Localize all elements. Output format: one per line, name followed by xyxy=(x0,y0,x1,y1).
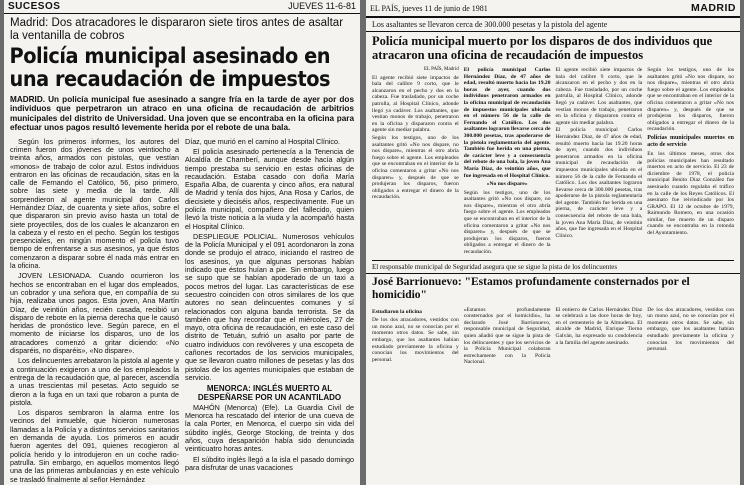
paragraph: Los disparos sembraron la alarma entre los vecinos del inmueble, que hicieron numerosas llamadas a la Policía y a distintos servicios sanitarios en demanda de ayuda. Los primeros en acudir fueron agentes del 091, quienes recogieron al policía herido y lo introdujeron en un coche radio-patrulla. Sin embargo, en aquellos momentos llegó una de las primeras ambulancias y en este vehículo se trasladó finalmente al señor Hernández xyxy=(10,408,179,484)
article-column-2 xyxy=(185,138,354,485)
headline: Policía municipal asesinado en una recaudación de impuestos xyxy=(9,44,331,91)
paragraph: El policía municipal Carlos Hernández Díaz, de 47 años de edad, resultó muerto hacia las 19.20 horas de ayer, cuando dos individuos penetraron armados en la oficina municipal de recaudación de impuestos municipales ubicada en el número 56 de la calle de Fernando el Católico. Los dos asaltantes lograron llevarse cerca de 300.000 pesetas, tras apoderarse de la pistola reglamentaria del agente. También fue herida en una pierna, de carácter leve y a consecuencia del rebote de una bala, la joven Ana María Díaz, de veintiún años, que fue ingresada en el Hospital Clínico. xyxy=(555,127,643,239)
paragraph: Según los primeros informes, los autores del crimen fueron dos jóvenes de unos veintiocho a treinta años, armados con pistolas, que vestían «monos» de trabajo de color azul. Estos individuos entraron en las oficinas de recaudación, sitas en la calle de Fernando el Católico, 56, piso primero, sobre las siete y media de la tarde. Allí sorprendieron al agente municipal don Carlos Hernández Díaz, de cuarenta y siete años, sobre el que dispararon sin previo aviso hasta un total de siete proyectiles, dos de los cuales le alcanzaron en la cabeza y el resto en el pecho. Según los testigos presenciales, en ningún momento el policía tuvo tiempo de enfrentarse a sus asesinos, ya que éstos comenzaron a disparar sobre él nada más entrar en la oficina. xyxy=(10,136,179,271)
paragraph: DESPLIEGUE POLICIAL. Numerosos vehículos de la Policía Municipal y el 091 acordonaron la zona donde se produjo el atraco, iniciando el rastreo de los asesinos, ya que algunas personas habían indicado que éstos huían a pie. Sin embargo, luego se supo que se habían apoderado de un taxi a pocos metros del lugar. Las características de ese secuestro coinciden con otros similares de los que autores no sean delincuentes comunes y sí relacionados con alguna banda terrorista. Se da también que hay recordar que el miércoles, 27 de mayo, otra oficina de recaudación, en este caso del distrito de Tetuán, sufrió un asalto por parte de cuatro individuos con revólveres y una escopeta de cañones recortados de los servicios municipales, que se llevaron cuatro millones de pesetas y las dos pistolas de los agentes municipales que estaban de servicio. xyxy=(185,231,354,382)
subheadline: Estudiaron la oficina xyxy=(372,308,422,315)
second-column-3 xyxy=(556,307,643,367)
article-columns xyxy=(366,67,740,257)
second-column-1 xyxy=(372,307,459,367)
paragraph: Según los testigos, uno de los asaltantes gritó «No nos dispare, no nos dispare», mientras el otro abría fuego sobre el agente. Los empleados que se encontraban en el interior de la oficina comentaron a gritar «No nos disparen» y, después de que se produjeran los disparos, fueron obligados a entregar el dinero de la recaudación. xyxy=(463,189,551,256)
kicker: Madrid: Dos atracadores le dispararon siete tiros antes de asaltar la ventanilla de cobros xyxy=(10,17,344,42)
second-column-4 xyxy=(647,307,734,367)
second-headline: José Barrionuevo: "Estamos profundamente consternados por el homicidio" xyxy=(372,275,690,301)
paragraph: Según los testigos, uno de los asaltantes gritó «No nos dispare, no nos dispare», mientras el otro abría fuego sobre el agente. Los empleados que se encontraban en el interior de la oficina comentaron a gritar «No nos disparen» y, después de que se produjeran los disparos, fueron obligados a entregar el dinero de la recaudación. xyxy=(647,67,734,133)
paragraph: El entierro de Carlos Hernández Díaz se celebrará a las doce horas de hoy, en el cementerio de la Almudena. El alcalde de Madrid, Enrique Tierno Galván, ha expresado su condolencia a la familia del agente asesinado. xyxy=(555,306,643,346)
paragraph: El policía asesinado pertenecía a la Tenencia de Alcaldía de Chamberí, aunque desde hacía algún tiempo prestaba su servicio en estas oficinas de recaudación. Estaba casado con doña María España Alba, de cuarenta y cinco años, era natural de Madrid y tenía dos hijos, Ana Rosa y Carlos, de diecisiete y dieciséis años, respectivamente. Fue un policía municipal, compañero del fallecido, quien llevó la triste noticia a la viuda y la acompañó hasta el Hospital Clínico. xyxy=(185,146,354,231)
left-header xyxy=(4,0,360,14)
second-kicker: El responsable municipal de Seguridad asegura que se sigue la pista de los delincuentes xyxy=(366,261,740,274)
byline: EL PAÍS, Madrid xyxy=(423,67,459,72)
paragraph: De los dos atracadores, vestidos con un mono azul, no se conocían por el momento otros datos. Se sabe, sin embargo, que los asaltantes habían estudiado previamente la oficina y conocían los movimientos del personal. xyxy=(372,317,459,363)
subheadline: «No nos dispare» xyxy=(486,181,528,188)
article-columns xyxy=(4,138,360,485)
sidebar-column xyxy=(647,67,734,257)
article-column-2 xyxy=(464,67,551,257)
second-column-2 xyxy=(464,307,551,367)
paper-date: EL PAÍS, jueves 11 de junio de 1981 xyxy=(370,4,488,13)
kicker: Los asaltantes se llevaron cerca de 300.000 pesetas y la pistola del agente xyxy=(366,18,740,32)
paragraph: De los dos atracadores, vestidos con un mono azul, no se conocían por el momento otros datos. Se sabe, sin embargo, que los asaltantes habían estudiado previamente la oficina y conocían los movimientos del personal. xyxy=(647,306,734,353)
section-name: SUCESOS xyxy=(8,1,61,12)
second-article-columns xyxy=(366,307,740,367)
paragraph: El agente recibió siete impactos de bala del calibre 9 corto, que le alcanzaron en el pecho y dos en la cabeza. Fue trasladado, por un coche patrulla, al Hospital Clínico, adonde llegó ya cadáver. Los asaltantes, que vestían monos de trabajo, penetraron en la oficina y dispararon contra el agente sin mediar palabra. xyxy=(372,74,459,134)
paragraph: «Estamos profundamente consternados por el homicidio», ha declarado José Barrionuevo, responsable municipal de Seguridad, quien añadió que se sigue la pista de los delincuentes y que los servicios de la Policía Municipal colaboran estrechamente con la Policía Nacional. xyxy=(463,306,551,366)
issue-date: JUEVES 11-6-81 xyxy=(288,1,356,11)
sidebar-title: Policías municipales muertos en acto de servicio xyxy=(647,134,734,148)
headline: Policía municipal muerto por los disparos de dos individuos que atracaron una oficina de recaudación de impuestos xyxy=(372,34,713,62)
lead-paragraph: MADRID. Un policía municipal fue asesinado a sangre fría en la tarde de ayer por dos individuos que perpetraron un atraco en una oficina de recaudación de arbitrios municipales del distrito de Universidad. Una joven que se encontraba en la oficina para efectuar unos pagos resultó levemente herida por el rebote de una bala. xyxy=(10,95,354,133)
paragraph: Díaz, que murió en el camino al Hospital Clínico. xyxy=(185,136,341,146)
paragraph: Los delincuentes arrebataron la pistola al agente y a continuación exigieron a uno de los empleados la entrega de la recaudación que, al parecer, ascendía a unas trescientas mil pesetas. Acto seguido se dieron a la fuga en un taxi que robaron a punta de pistola. xyxy=(10,356,179,407)
paragraph: Según los testigos, uno de los asaltantes gritó «No nos dispare, no nos dispare», mientras el otro abría fuego sobre el agente. Los empleados que se encontraban en el interior de la oficina comentaron a gritar «No nos disparen» y, después de que se produjeran los disparos, fueron obligados a entregar el dinero de la recaudación. xyxy=(372,134,459,201)
article-column-1 xyxy=(372,67,459,257)
paragraph: JOVEN LESIONADA. Cuando ocurrieron los hechos se encontraban en el lugar dos empleados, un cobrador y una señora que, en compañía de su hija, realizaba unos pagos. Esta joven, Ana Martín Díaz, de veintiún años, recién casada, recibió un disparo de rebote en la pierna derecha que le causó heridas de pronóstico leve. Según parece, en el momento de iniciarse los disparos, uno de los atracadores comenzó a gritar diciendo: «No disparéis, no disparéis», «No dispare». xyxy=(10,271,179,356)
right-clipping xyxy=(366,0,740,485)
paragraph: El súbdito inglés llegó a la isla el pasado domingo para disfrutar de unas vacaciones xyxy=(185,454,354,472)
article-column-3 xyxy=(556,67,643,257)
subheadline: MENORCA: INGLÉS MUERTO AL DESPEÑARSE POR UN ACANTILADO xyxy=(197,384,342,402)
article-column-1 xyxy=(10,138,179,485)
paragraph: El agente recibió siete impactos de bala del calibre 9 corto, que le alcanzaron en el pecho y dos en la cabeza. Fue trasladado, por un coche patrulla, al Hospital Clínico, adonde llegó ya cadáver. Los asaltantes, que vestían monos de trabajo, penetraron en la oficina y dispararon contra el agente sin mediar palabra. xyxy=(555,67,643,126)
paragraph: MAHÓN (Menorca) (Efe). La Guardia Civil de Menorca ha rescatado del interior de una cueva de la cala Porter, en Menorca, el cuerpo sin vida del súbdito inglés, George Stocking, de treinta y dos años, cuya desaparición había sido denunciada veinticuatro horas antes. xyxy=(185,402,354,454)
lead-paragraph: El policía municipal Carlos Hernández Díaz, de 47 años de edad, resultó muerto hacia las 19.20 horas de ayer, cuando dos individuos penetraron armados en la oficina municipal de recaudación de impuestos municipales ubicada en el número 56 de la calle de Fernando el Católico. Los dos asaltantes lograron llevarse cerca de 300.000 pesetas, tras apoderarse de la pistola reglamentaria del agente. También fue herida en una pierna, de carácter leve y a consecuencia del rebote de una bala, la joven Ana María Díaz, de veintiún años, que fue ingresada en el Hospital Clínico. xyxy=(463,67,551,179)
left-clipping xyxy=(4,0,360,485)
section-name: MADRID xyxy=(691,2,736,14)
paragraph: En los últimos meses, otros dos policías municipales han resultado muertos en acto de servicio. El 23 de diciembre de 1978, el policía municipal Benito Díaz González fue asesinado cuando regulaba el tráfico en la calle de los Reyes Católicos. El asesinato fue reivindicado por los GRAPO. El 12 de octubre de 1979, Raimundo Romero, en una ocasión similar, fue muerto de un disparo cuando se encontraba en la rotonda del Ayuntamiento. xyxy=(647,150,734,237)
right-header xyxy=(366,0,740,18)
